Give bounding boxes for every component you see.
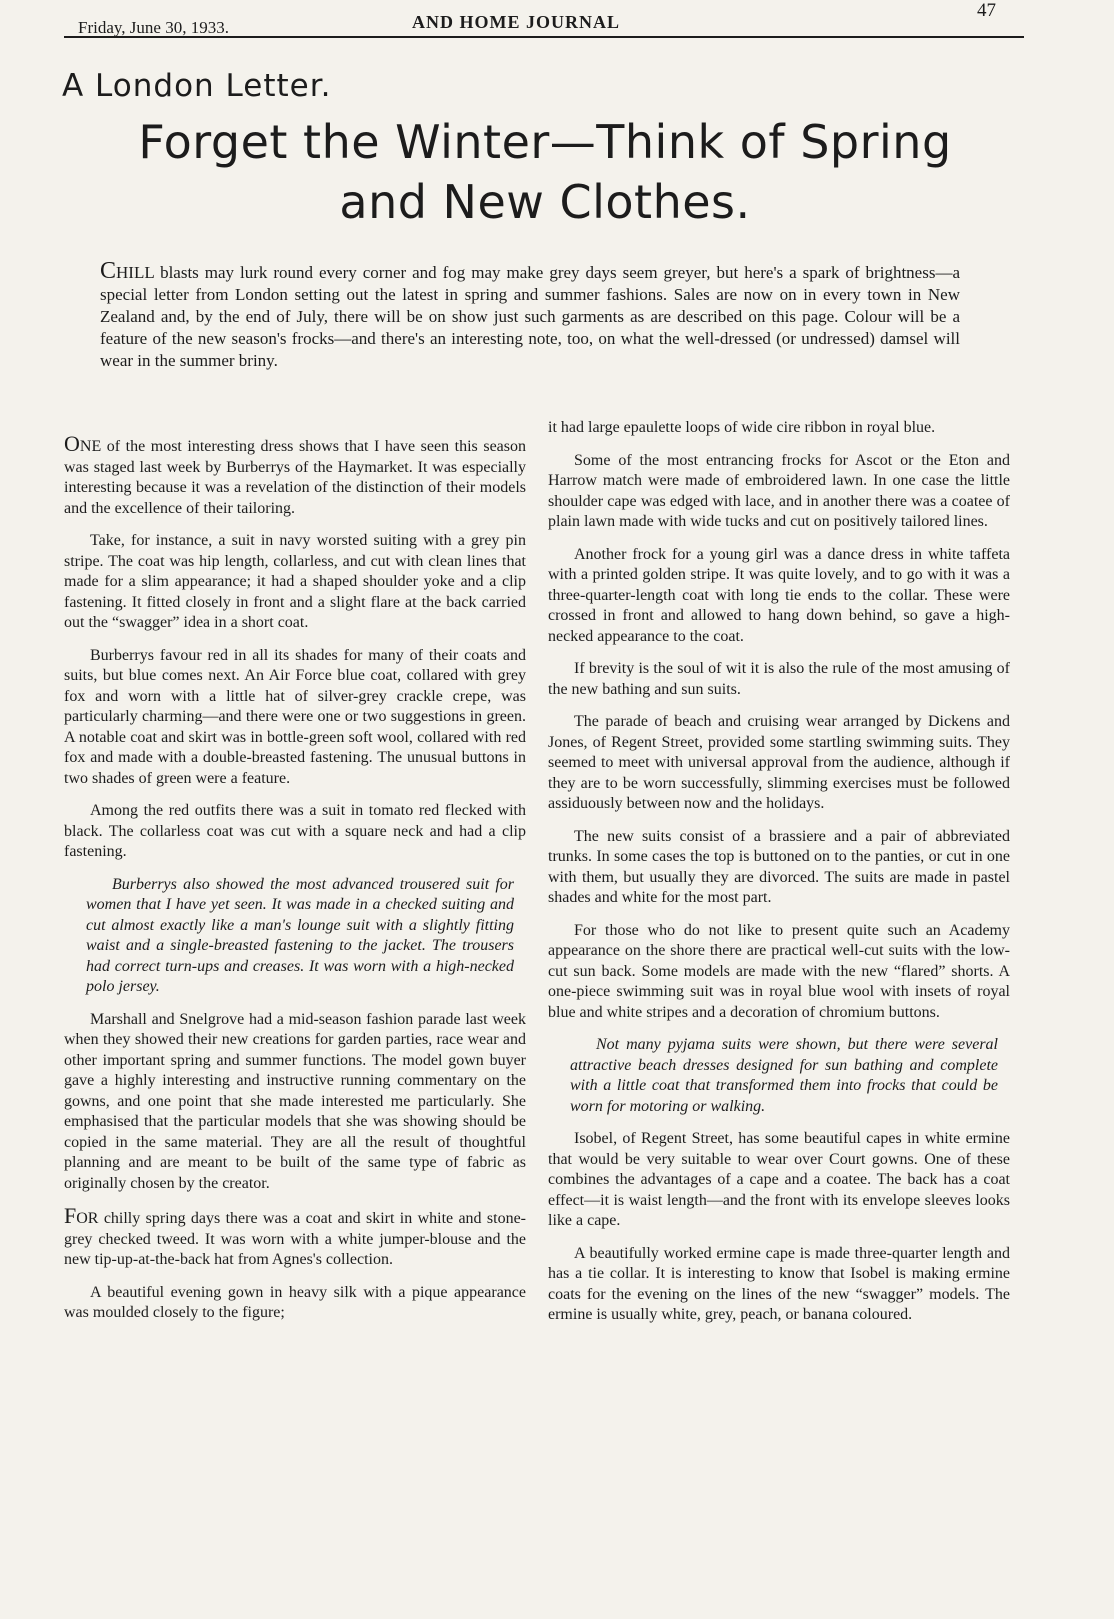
paragraph: For those who do not like to present quite such an Academy appearance on the shore there are practical well-cut suits with the low-cut sun back. Some models are made with the new “flared” shorts. A one-piece swimming suit was in royal blue wool with insets of royal blue and white stripes and a decoration of chromium buttons.	[548, 921, 1010, 1021]
italic-paragraph: Not many pyjama suits were shown, but there were several attractive beach dresses designed for sun bathing and complete with a little coat that transformed them into frocks that could be worn for motoring or walking.	[570, 1036, 998, 1115]
standfirst-initial: C	[100, 258, 117, 284]
paragraph: Marshall and Snelgrove had a mid-season fashion parade last week when they showed their new creations for garden parties, race wear and other important spring and summer functions. The model gown buyer gave a highly interesting and instructive running commentary on the gowns, and one point that she made interested me particularly. She emphasised that the particular models that she was showing should be copied in the same material. They are all the result of thoughtful planning and are meant to be built of the same type of fabric as originally chosen by the creator.	[64, 1010, 526, 1192]
headline-line-2: and New Clothes.	[339, 175, 751, 229]
paragraph: Burberrys favour red in all its shades for many of their coats and suits, but blue comes next. An Air Force blue coat, collared with grey fox and worn with a little hat of silver-grey crackle crepe, was particularly charming—and there were one or two suggestions in green. A notable coat and skirt was in bottle-green soft wool, collared with red fox and made with a double-breasted fastening. The unusual buttons in two shades of green were a feature.	[64, 646, 526, 787]
paragraph: If brevity is the soul of wit it is also the rule of the most amusing of the new bathing and sun suits.	[548, 660, 1010, 698]
running-head	[72, 0, 1022, 40]
paragraph: Among the red outfits there was a suit in tomato red flecked with black. The collarless coat was cut with a square neck and had a clip fastening.	[64, 802, 526, 860]
journal-name: AND HOME JOURNAL	[412, 12, 620, 32]
header-rule	[64, 36, 1024, 38]
paragraph: A beautiful evening gown in heavy silk with a pique appearance was moulded closely to the figure;	[64, 1283, 526, 1321]
right-column	[548, 418, 1010, 1326]
paragraph: The parade of beach and cruising wear arranged by Dickens and Jones, of Regent Street, provided some startling swimming suits. They seemed to meet with universal approval from the audience, although if they are to be worn successfully, slimming exercises must be followed assiduously between now and the holidays.	[548, 713, 1010, 812]
article-headline	[50, 112, 1040, 232]
paragraph-initial: F	[64, 1203, 77, 1228]
paragraph: A beautifully worked ermine cape is made three-quarter length and has a tie collar. It is interesting to know that Isobel is making ermine coats for the evening on the lines of the new “swagger” models. The ermine is usually white, grey, peach, or banana coloured.	[548, 1244, 1010, 1323]
headline-line-1: Forget the Winter—Think of Spring	[138, 115, 952, 169]
standfirst-text: HILL blasts may lurk round every corner and fog may make grey days seem greyer, but here's a spark of brightness—a special letter from London setting out the latest in spring and summer fashions. Sales are now on in every town in New Zealand and, by the end of July, there will be on show just such garments as are described on this page. Colour will be a feature of the new season's frocks—and there's an interesting note, too, on what the well-dressed (or undressed) damsel will wear in the summer briny.	[100, 263, 960, 370]
paragraph-text: NE of the most interesting dress shows that I have seen this season was staged last week by Burberrys of the Haymarket. It was especially interesting because it was a revelation of the distinction of their models and the excellence of their tailoring.	[64, 438, 526, 517]
article-kicker: A London Letter.	[62, 68, 332, 104]
article-standfirst	[100, 260, 960, 372]
paragraph-initial: O	[64, 431, 80, 456]
paragraph: The new suits consist of a brassiere and a pair of abbreviated trunks. In some cases the top is buttoned on to the panties, or cut in one with them, but usually they are divorced. The suits are made in pastel shades and white for the most part.	[548, 827, 1010, 906]
left-column	[64, 431, 526, 1324]
issue-date: Friday, June 30, 1933.	[78, 18, 229, 37]
paragraph	[64, 1203, 526, 1271]
page-number: 47	[977, 0, 996, 21]
italic-paragraph: Burberrys also showed the most advanced trousered suit for women that I have yet seen. It was made in a checked suiting and cut almost exactly like a man's lounge suit with a slightly fitting waist and a single-breasted fastening to the jacket. The trousers had correct turn-ups and creases. It was worn with a high-necked polo jersey.	[86, 875, 514, 995]
paragraph: Take, for instance, a suit in navy worsted suiting with a grey pin stripe. The coat was hip length, collarless, and cut with clean lines that made for a slim appearance; it had a shaped shoulder yoke and a clip fastening. It fitted closely in front and a slight flare at the back carried out the “swagger” idea in a short coat.	[64, 532, 526, 631]
paragraph-text: OR chilly spring days there was a coat and skirt in white and stone-grey checked tweed. It was worn with a white jumper-blouse and the new tip-up-at-the-back hat from Agnes's collection.	[64, 1210, 526, 1268]
paragraph: Isobel, of Regent Street, has some beautiful capes in white ermine that would be very suitable to wear over Court gowns. One of these combines the advantages of a cape and a coatee. The back has a coat effect—it is waist length—and the front with its envelope sleeves looks like a cape.	[548, 1130, 1010, 1229]
paragraph: Another frock for a young girl was a dance dress in white taffeta with a printed golden stripe. It was quite lovely, and to go with it was a three-quarter-length coat with long tie ends to the collar. These were crossed in front and allowed to hang down behind, so gave a high-necked appearance to the coat.	[548, 545, 1010, 645]
paragraph	[64, 431, 526, 519]
paragraph: Some of the most entrancing frocks for Ascot or the Eton and Harrow match were made of embroidered lawn. In one case the little shoulder cape was edged with lace, and in another there was a coatee of plain lawn made with wide tucks and cut on positively tailored lines.	[548, 451, 1010, 530]
paragraph: it had large epaulette loops of wide cire ribbon in royal blue.	[548, 419, 936, 436]
